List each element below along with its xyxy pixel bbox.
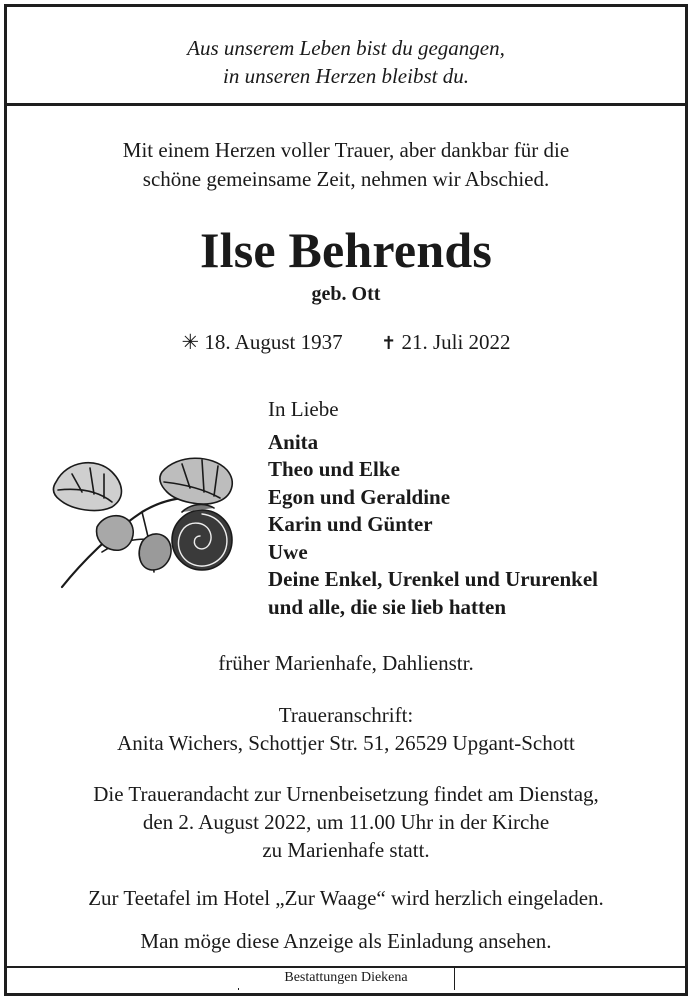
mourner-name: Uwe (268, 539, 308, 564)
service-line-1: Die Trauerandacht zur Urnenbeisetzung findet am Dienstag, (93, 782, 599, 806)
service-line-3: zu Marienhafe statt. (262, 838, 430, 862)
mourning-address-value: Anita Wichers, Schottjer Str. 51, 26529 Upgant-Schott (117, 731, 575, 755)
death-date: 21. Juli 2022 (401, 330, 511, 354)
motto-line-2: in unseren Herzen bleibst du. (223, 64, 469, 88)
mourner-name: Anita (268, 429, 319, 454)
life-dates (0, 329, 692, 357)
mourners-block (268, 396, 678, 621)
motto-divider (7, 103, 685, 106)
deceased-name: Ilse Behrends (199, 222, 492, 278)
invitation-note: Man möge diese Anzeige als Einladung ansehen. (140, 929, 552, 953)
birth-date: 18. August 1937 (204, 330, 343, 354)
mourners-heading: In Liebe (268, 397, 339, 421)
mourning-address-label: Traueranschrift: (278, 703, 414, 727)
mourner-name: Egon und Geraldine (268, 484, 451, 509)
intro-line-1: Mit einem Herzen voller Trauer, aber dankbar für die (122, 138, 570, 162)
former-address: früher Marienhafe, Dahlienstr. (218, 651, 474, 675)
intro-text (0, 136, 692, 194)
tea-invitation: Zur Teetafel im Hotel „Zur Waage“ wird herzlich eingeladen. (88, 886, 604, 910)
intro-line-2: schöne gemeinsame Zeit, nehmen wir Abschied. (142, 167, 550, 191)
maiden-name: geb. Ott (311, 283, 381, 305)
undertaker-box-right-edge (454, 966, 455, 990)
mourner-name: Theo und Elke (268, 457, 400, 481)
mourning-address (0, 701, 692, 757)
rose-with-leaves-icon (42, 452, 247, 592)
mourner-name: und alle, die sie lieb hatten (268, 594, 507, 619)
service-info (0, 780, 692, 864)
mourner-name: Deine Enkel, Urenkel und Ururenkel (268, 567, 599, 591)
mourner-name: Karin und Günter (268, 512, 433, 536)
birth-star-icon: ✳ (181, 330, 200, 354)
death-cross-icon: ✝ (381, 333, 397, 354)
service-line-2: den 2. August 2022, um 11.00 Uhr in der Kirche (142, 810, 550, 834)
motto (0, 34, 692, 90)
motto-line-1: Aus unserem Leben bist du gegangen, (187, 36, 505, 60)
undertaker-name: Bestattungen Diekena (238, 968, 454, 988)
